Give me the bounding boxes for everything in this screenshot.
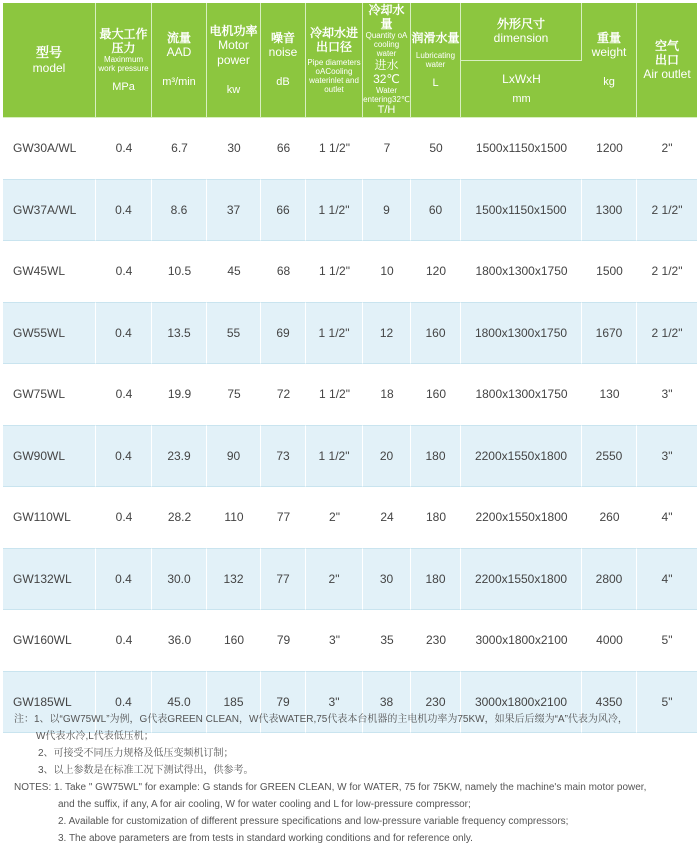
header-air-outlet — [637, 3, 697, 118]
cell-pipe-diameter: 1 1/2" — [306, 302, 363, 364]
header-cooling-pipe — [306, 3, 363, 118]
table-row — [3, 179, 697, 241]
header-cooling-qty-sub: 进水32℃ — [373, 58, 400, 86]
note-cn-1-cont: W代表水冷,L代表低压机； — [36, 731, 154, 742]
cell-dimension: 1800x1300x1750 — [461, 241, 582, 302]
header-cooling-pipe-en: Pipe diameters oACooling waterinlet and outlet — [307, 58, 361, 94]
cell-weight: 2550 — [582, 425, 637, 487]
cell-lube-water: 230 — [411, 610, 461, 671]
cell-lube-water: 230 — [411, 671, 461, 733]
table-row — [3, 241, 697, 302]
cell-flow: 8.6 — [152, 179, 207, 241]
cell-flow: 13.5 — [152, 302, 207, 364]
cell-cooling-qty: 24 — [363, 487, 411, 548]
header-noise-cn: 噪音 — [270, 31, 295, 45]
cell-noise: 68 — [261, 241, 306, 302]
header-pressure — [96, 3, 152, 118]
header-air-outlet-en: Air outlet — [643, 66, 691, 81]
header-dimension-sub-label: LxWxH — [502, 71, 541, 86]
cell-pressure: 0.4 — [96, 241, 152, 302]
cell-lube-water: 180 — [411, 548, 461, 610]
cell-weight: 1200 — [582, 118, 637, 179]
header-cooling-qty-cn: 冷却水量 — [368, 3, 405, 31]
cell-power: 75 — [207, 364, 261, 425]
cell-air-outlet: 3" — [637, 364, 697, 425]
cell-model: GW30A/WL — [3, 118, 96, 179]
header-model-cn: 型号 — [35, 44, 62, 60]
cell-weight: 1670 — [582, 302, 637, 364]
cell-cooling-qty: 9 — [363, 179, 411, 241]
cell-power: 185 — [207, 671, 261, 733]
cell-pressure: 0.4 — [96, 302, 152, 364]
header-air-outlet-cn: 空气出口 — [654, 38, 679, 67]
cell-model: GW132WL — [3, 548, 96, 610]
cell-noise: 72 — [261, 364, 306, 425]
cell-weight: 1300 — [582, 179, 637, 241]
cell-pressure: 0.4 — [96, 118, 152, 179]
cell-model: GW37A/WL — [3, 179, 96, 241]
header-noise — [261, 3, 306, 118]
cell-model: GW110WL — [3, 487, 96, 548]
header-pressure-en: Maxinmum work pressure — [98, 54, 149, 73]
cell-lube-water: 160 — [411, 302, 461, 364]
cell-pipe-diameter: 1 1/2" — [306, 364, 363, 425]
cell-noise: 79 — [261, 610, 306, 671]
note-en-2: 2. Available for customization of different pressure specifications and low-pressure variable frequency compressors; — [58, 816, 569, 827]
header-pressure-cn: 最大工作压力 — [99, 26, 148, 55]
cell-pressure: 0.4 — [96, 487, 152, 548]
cell-pipe-diameter: 1 1/2" — [306, 241, 363, 302]
cell-air-outlet: 5" — [637, 671, 697, 733]
header-lube — [411, 3, 461, 118]
header-cooling-pipe-cn: 冷却水进出口径 — [309, 26, 358, 54]
note-cn-1: 注：1、以“GW75WL”为例，G代表GREEN CLEAN，W代表WATER,75代表本台机器的主电机功率为75KW，如果后后缀为“A”代表为风冷， — [14, 714, 628, 725]
cell-cooling-qty: 20 — [363, 425, 411, 487]
cell-model: GW185WL — [3, 671, 96, 733]
header-flow-unit: m³/min — [162, 76, 196, 88]
cell-model: GW160WL — [3, 610, 96, 671]
table-row — [3, 487, 697, 548]
cell-cooling-qty: 38 — [363, 671, 411, 733]
note-en-1-cont: and the suffix, if any, A for air cooling, W for water cooling and L for low-pressure compressor; — [58, 799, 471, 810]
cell-air-outlet: 5" — [637, 610, 697, 671]
table-body — [3, 118, 697, 733]
cell-power: 30 — [207, 118, 261, 179]
header-power-unit: kw — [226, 83, 241, 96]
cell-dimension: 3000x1800x2100 — [461, 671, 582, 733]
cell-pipe-diameter: 1 1/2" — [306, 179, 363, 241]
header-flow — [152, 3, 207, 118]
cell-air-outlet: 3" — [637, 425, 697, 487]
table-row — [3, 118, 697, 179]
cell-pressure: 0.4 — [96, 425, 152, 487]
cell-power: 37 — [207, 179, 261, 241]
spec-table — [3, 3, 697, 733]
cell-pressure: 0.4 — [96, 548, 152, 610]
cell-air-outlet: 2" — [637, 118, 697, 179]
cell-cooling-qty: 30 — [363, 548, 411, 610]
cell-lube-water: 180 — [411, 487, 461, 548]
table-row — [3, 302, 697, 364]
cell-flow: 45.0 — [152, 671, 207, 733]
cell-pipe-diameter: 3" — [306, 671, 363, 733]
notes-section — [14, 711, 694, 847]
header-dimension-unit: mm — [512, 92, 531, 105]
cell-air-outlet: 4" — [637, 487, 697, 548]
cell-dimension: 2200x1550x1800 — [461, 487, 582, 548]
header-pressure-unit: MPa — [112, 80, 135, 93]
header-power — [207, 3, 261, 118]
table-row — [3, 425, 697, 487]
header-dimension-sub — [461, 61, 582, 119]
cell-flow: 19.9 — [152, 364, 207, 425]
cell-air-outlet: 4" — [637, 548, 697, 610]
cell-dimension: 1800x1300x1750 — [461, 364, 582, 425]
cell-model: GW55WL — [3, 302, 96, 364]
header-noise-en: noise — [268, 45, 298, 59]
cell-pipe-diameter: 3" — [306, 610, 363, 671]
cell-dimension: 3000x1800x2100 — [461, 610, 582, 671]
cell-flow: 6.7 — [152, 118, 207, 179]
cell-cooling-qty: 12 — [363, 302, 411, 364]
header-flow-en: AAD — [166, 45, 192, 59]
cell-flow: 30.0 — [152, 548, 207, 610]
cell-flow: 10.5 — [152, 241, 207, 302]
cell-dimension: 1500x1150x1500 — [461, 118, 582, 179]
header-weight-unit: kg — [603, 76, 615, 88]
cell-cooling-qty: 10 — [363, 241, 411, 302]
header-dimension-en: dimension — [493, 30, 549, 45]
cell-model: GW45WL — [3, 241, 96, 302]
cell-cooling-qty: 18 — [363, 364, 411, 425]
cell-power: 55 — [207, 302, 261, 364]
cell-power: 132 — [207, 548, 261, 610]
header-dimension — [461, 3, 582, 61]
table-row — [3, 364, 697, 425]
header-lube-cn: 润滑水量 — [411, 30, 460, 45]
cell-noise: 77 — [261, 548, 306, 610]
cell-cooling-qty: 7 — [363, 118, 411, 179]
header-cooling-qty-en: Quantity oA cooling water — [365, 31, 408, 58]
table-row — [3, 548, 697, 610]
header-lube-en: Lubricating water — [415, 50, 456, 69]
cell-model: GW75WL — [3, 364, 96, 425]
cell-noise: 79 — [261, 671, 306, 733]
cell-pressure: 0.4 — [96, 671, 152, 733]
cell-lube-water: 60 — [411, 179, 461, 241]
cell-dimension: 2200x1550x1800 — [461, 548, 582, 610]
cell-power: 90 — [207, 425, 261, 487]
note-cn-3: 3、以上参数是在标准工况下测试得出，供参考。 — [38, 765, 254, 776]
cell-pressure: 0.4 — [96, 179, 152, 241]
header-weight-en: weight — [591, 45, 627, 59]
header-cooling-qty-sub-en: Water entering32℃ — [363, 86, 410, 104]
cell-weight: 4350 — [582, 671, 637, 733]
cell-air-outlet: 2 1/2" — [637, 241, 697, 302]
cell-noise: 69 — [261, 302, 306, 364]
cell-pipe-diameter: 2" — [306, 487, 363, 548]
cell-weight: 4000 — [582, 610, 637, 671]
cell-flow: 23.9 — [152, 425, 207, 487]
header-noise-unit: dB — [276, 76, 290, 88]
header-weight — [582, 3, 637, 118]
cell-weight: 1500 — [582, 241, 637, 302]
cell-noise: 73 — [261, 425, 306, 487]
cell-model: GW90WL — [3, 425, 96, 487]
cell-weight: 130 — [582, 364, 637, 425]
cell-lube-water: 160 — [411, 364, 461, 425]
header-weight-cn: 重量 — [596, 31, 621, 45]
cell-flow: 28.2 — [152, 487, 207, 548]
cell-dimension: 2200x1550x1800 — [461, 425, 582, 487]
header-model — [3, 3, 96, 118]
note-en-3: 3. The above parameters are from tests in standard working conditions and for reference only. — [58, 833, 473, 844]
table-row — [3, 610, 697, 671]
cell-noise: 66 — [261, 179, 306, 241]
note-cn-2: 2、可接受不同压力规格及低压变频机订制； — [38, 748, 234, 759]
cell-lube-water: 50 — [411, 118, 461, 179]
header-power-cn: 电机功率 — [209, 23, 258, 38]
cell-dimension: 1800x1300x1750 — [461, 302, 582, 364]
cell-pipe-diameter: 2" — [306, 548, 363, 610]
cell-flow: 36.0 — [152, 610, 207, 671]
cell-pressure: 0.4 — [96, 610, 152, 671]
cell-noise: 77 — [261, 487, 306, 548]
table-header — [3, 3, 697, 118]
cell-air-outlet: 2 1/2" — [637, 302, 697, 364]
header-lube-unit: L — [432, 76, 439, 89]
cell-cooling-qty: 35 — [363, 610, 411, 671]
cell-pipe-diameter: 1 1/2" — [306, 425, 363, 487]
cell-lube-water: 180 — [411, 425, 461, 487]
cell-power: 45 — [207, 241, 261, 302]
header-power-en: Motor power — [217, 37, 250, 67]
cell-power: 160 — [207, 610, 261, 671]
header-model-en: model — [32, 60, 66, 75]
cell-weight: 260 — [582, 487, 637, 548]
cell-air-outlet: 2 1/2" — [637, 179, 697, 241]
header-flow-cn: 流量 — [166, 31, 191, 45]
cell-noise: 66 — [261, 118, 306, 179]
cell-pressure: 0.4 — [96, 364, 152, 425]
cell-weight: 2800 — [582, 548, 637, 610]
cell-power: 110 — [207, 487, 261, 548]
cell-dimension: 1500x1150x1500 — [461, 179, 582, 241]
cell-pipe-diameter: 1 1/2" — [306, 118, 363, 179]
header-cooling-qty-unit: T/H — [377, 104, 396, 116]
note-en-1: NOTES: 1. Take " GW75WL" for example: G stands for GREEN CLEAN, W for WATER, 75 for 75KW, namely the machine's main motor power, — [14, 782, 647, 793]
header-dimension-cn: 外形尺寸 — [496, 16, 545, 31]
header-cooling-qty — [363, 3, 411, 118]
cell-lube-water: 120 — [411, 241, 461, 302]
